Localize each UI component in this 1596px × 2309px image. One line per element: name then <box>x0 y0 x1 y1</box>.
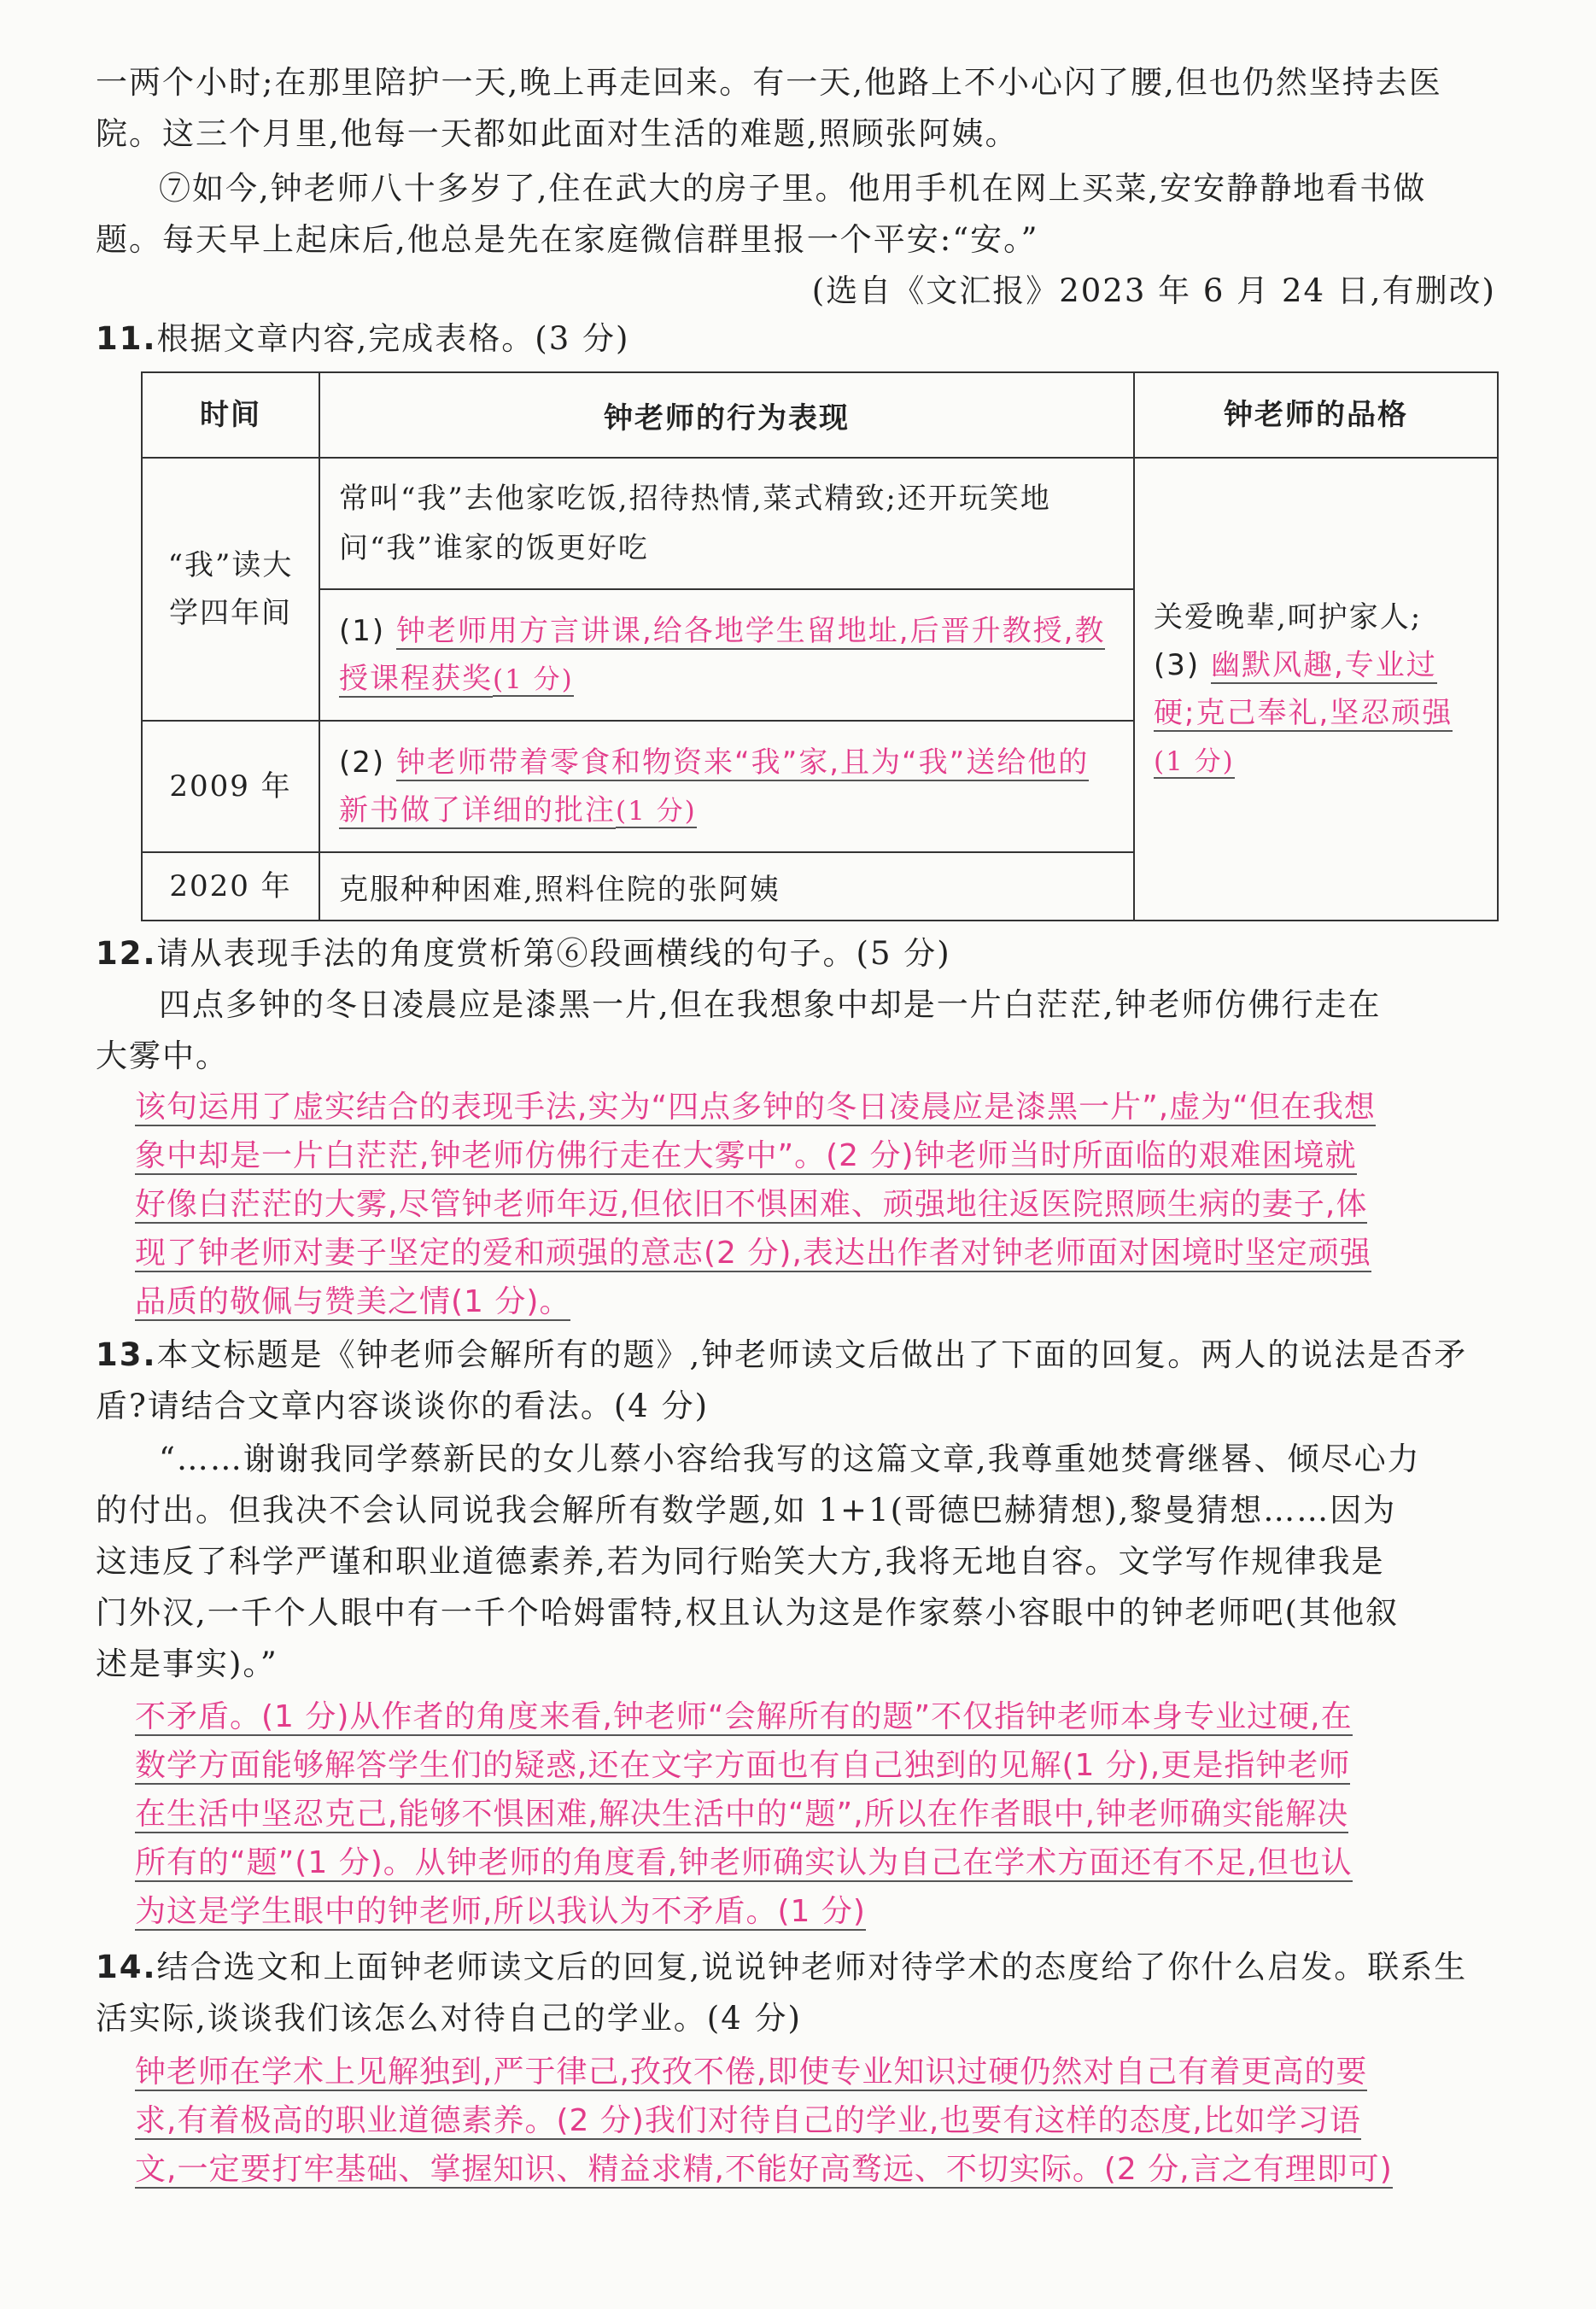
question-number: 14. <box>96 1949 157 1985</box>
answer-line: 现了钟老师对妻子坚定的爱和顽强的意志(2 分),表达出作者对钟老师面对困境时坚定顽强 <box>135 1236 1371 1271</box>
paragraph-7-line: ⑦如今,钟老师八十多岁了,住在武大的房子里。他用手机在网上买菜,安安静静地看书做 <box>159 170 1427 207</box>
header-quality: 钟老师的品格 <box>1134 372 1498 458</box>
answer-line: 求,有着极高的职业道德素养。(2 分)我们对待自己的学业,也要有这样的态度,比如学习语 <box>135 2103 1361 2138</box>
text-line: 一两个小时;在那里陪护一天,晚上再走回来。有一天,他路上不小心闪了腰,但也仍然坚持去医 <box>96 64 1442 101</box>
answer-cell-1: (1) 钟老师用方言讲课,给各地学生留地址,后晋升教授,教授课程获奖(1 分) <box>319 589 1134 721</box>
answer-line: 在生活中坚忍克己,能够不惧困难,解决生活中的“题”,所以在作者眼中,钟老师确实能解决 <box>135 1797 1349 1832</box>
answer-line: 象中却是一片白茫茫,钟老师仿佛行走在大雾中”。(2 分)钟老师当时所面临的艰难困境就 <box>135 1138 1357 1173</box>
question-number: 11. <box>96 320 157 357</box>
question-number: 12. <box>96 935 157 972</box>
question-13-prompt <box>96 1330 1496 1380</box>
answer-line: 钟老师在学术上见解独到,严于律己,孜孜不倦,即使专业知识过硬仍然对自己有着更高的要 <box>135 2055 1368 2090</box>
answer-cell-2: (2) 钟老师带着零食和物资来“我”家,且为“我”送给他的新书做了详细的批注(1 分) <box>319 721 1134 852</box>
question-text: 根据文章内容,完成表格。(3 分) <box>156 320 630 357</box>
question-14-prompt <box>96 1943 1496 1992</box>
answer-line: 好像白茫茫的大雾,尽管钟老师年迈,但依旧不惧困难、顽强地往返医院照顾生病的妻子,体 <box>135 1187 1368 1222</box>
time-cell: 2020 年 <box>142 852 319 921</box>
question-13-prompt-line: 盾?请结合文章内容谈谈你的看法。(4 分) <box>96 1388 710 1424</box>
answer-line: 品质的敬佩与赞美之情(1 分)。 <box>135 1284 571 1319</box>
answer-line: 该句运用了虚实结合的表现手法,实为“四点多钟的冬日凌晨应是漆黑一片”,虚为“但在我想 <box>135 1090 1376 1125</box>
quote-line: 述是事实)。” <box>96 1646 278 1682</box>
time-cell: 2009 年 <box>142 721 319 852</box>
quote-line: 大雾中。 <box>96 1038 229 1074</box>
answer-line: 为这是学生眼中的钟老师,所以我认为不矛盾。(1 分) <box>135 1894 866 1929</box>
question-11-prompt <box>96 314 1496 364</box>
table-row <box>142 458 1498 589</box>
paragraph-7-line: 题。每天早上起床后,他总是先在家庭微信群里报一个平安:“安。” <box>96 221 1039 258</box>
behavior-cell: 常叫“我”去他家吃饭,招待热情,菜式精致;还开玩笑地问“我”谁家的饭更好吃 <box>319 458 1134 589</box>
question-text: 结合选文和上面钟老师读文后的回复,说说钟老师对待学术的态度给了你什么启发。联系生 <box>156 1949 1468 1985</box>
answer-table <box>141 371 1499 921</box>
header-time: 时间 <box>142 372 319 458</box>
source-citation: (选自《文汇报》2023 年 6 月 24 日,有删改) <box>811 272 1496 309</box>
question-12-prompt <box>96 929 1496 979</box>
answer-line: 文,一定要打牢基础、掌握知识、精益求精,不能好高骛远、不切实际。(2 分,言之有理即可) <box>135 2152 1393 2187</box>
table-header-row <box>142 372 1498 458</box>
question-number: 13. <box>96 1336 157 1373</box>
text-line: 院。这三个月里,他每一天都如此面对生活的难题,照顾张阿姨。 <box>96 115 1019 152</box>
quality-cell <box>1134 458 1498 921</box>
answer-line: 所有的“题”(1 分)。从钟老师的角度看,钟老师确实认为自己在学术方面还有不足,但也认 <box>135 1845 1353 1880</box>
behavior-cell: 克服种种困难,照料住院的张阿姨 <box>319 852 1134 921</box>
quote-line: 门外汉,一千个人眼中有一千个哈姆雷特,权且认为这是作家蔡小容眼中的钟老师吧(其他叙 <box>96 1594 1399 1631</box>
time-cell: “我”读大学四年间 <box>142 458 319 721</box>
answer-line: 不矛盾。(1 分)从作者的角度来看,钟老师“会解所有的题”不仅指钟老师本身专业过硬,在 <box>135 1699 1353 1734</box>
question-14-prompt-line: 活实际,谈谈我们该怎么对待自己的学业。(4 分) <box>96 2000 802 2037</box>
question-text: 请从表现手法的角度赏析第⑥段画横线的句子。(5 分) <box>156 935 951 972</box>
answer-line: 数学方面能够解答学生们的疑惑,还在文字方面也有自己独到的见解(1 分),更是指钟老师 <box>135 1748 1351 1783</box>
question-text: 本文标题是《钟老师会解所有的题》,钟老师读文后做出了下面的回复。两人的说法是否矛 <box>156 1336 1468 1373</box>
header-behavior: 钟老师的行为表现 <box>319 372 1134 458</box>
quality-answer: (3) 幽默风趣,专业过硬;克己奉礼,坚忍顽强(1 分) <box>1154 647 1453 777</box>
quote-line: “……谢谢我同学蔡新民的女儿蔡小容给我写的这篇文章,我尊重她焚膏继晷、倾尽心力 <box>159 1441 1421 1477</box>
quality-text: 关爱晚辈,呵护家人; <box>1154 599 1423 634</box>
quote-line: 这违反了科学严谨和职业道德素养,若为同行贻笑大方,我将无地自容。文学写作规律我是 <box>96 1543 1385 1580</box>
quote-line: 四点多钟的冬日凌晨应是漆黑一片,但在我想象中却是一片白茫茫,钟老师仿佛行走在 <box>159 986 1382 1023</box>
quote-line: 的付出。但我决不会认同说我会解所有数学题,如 1+1(哥德巴赫猜想),黎曼猜想……因为 <box>96 1492 1397 1529</box>
